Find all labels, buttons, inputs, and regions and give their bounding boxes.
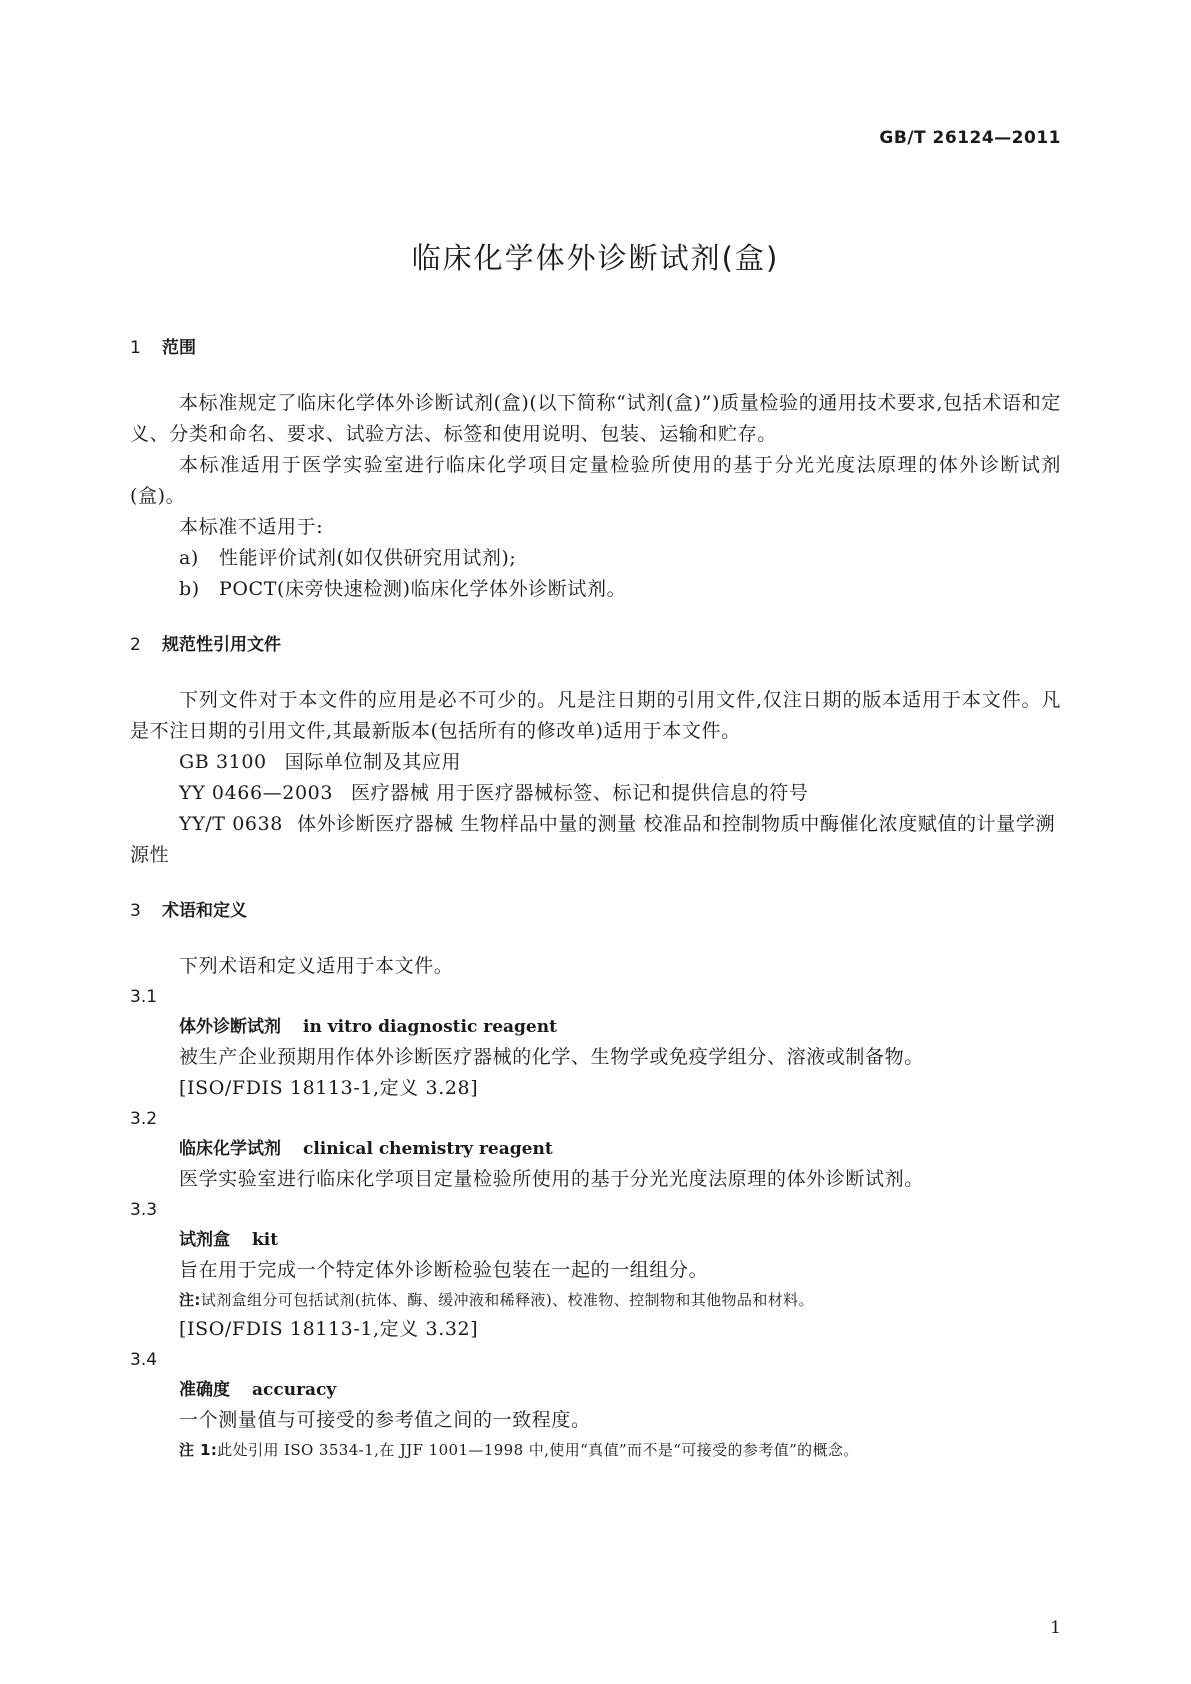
term-name [130,1012,1061,1042]
document-title: 临床化学体外诊断试剂(盒) [411,241,780,275]
section-heading-scope [130,334,1061,362]
reference-title: 体外诊断医疗器械 生物样品中量的测量 校准品和控制物质中酶催化浓度赋值的计量学溯源性 [130,813,1056,866]
term-definition: 一个测量值与可接受的参考值之间的一致程度。 [179,1409,591,1431]
term-number: 3.4 [130,1350,158,1370]
reference-code: GB 3100 [179,751,267,773]
note-label: 注: [179,1291,201,1309]
list-text: POCT(床旁快速检测)临床化学体外诊断试剂。 [219,578,627,600]
reference-code: YY 0466—2003 [179,782,334,804]
section-heading-normative-references [130,631,1061,659]
section-title: 术语和定义 [162,901,247,921]
term-name [130,1225,1061,1255]
term-definition: 被生产企业预期用作体外诊断医疗器械的化学、生物学或免疫学组分、溶液或制备物。 [179,1046,924,1068]
reference-title: 医疗器械 用于医疗器械标签、标记和提供信息的符号 [351,782,809,804]
term-name-zh: 试剂盒 [179,1230,230,1250]
paragraph: 本标准不适用于: [179,516,324,538]
reference-item [130,747,1061,778]
section-title: 规范性引用文件 [162,635,281,655]
term-note [130,1436,1061,1464]
reference-item [130,778,1061,809]
paragraph: 本标准规定了临床化学体外诊断试剂(盒)(以下简称“试剂(盒)”)质量检验的通用技术要求,包括术语和定义、分类和命名、要求、试验方法、标签和使用说明、包装、运输和贮存。 [130,392,1061,445]
section-number: 1 [130,338,141,358]
section-heading-terms [130,897,1061,925]
section-number: 2 [130,635,141,655]
document-body [130,334,1061,1464]
paragraph: 本标准适用于医学实验室进行临床化学项目定量检验所使用的基于分光光度法原理的体外诊断试剂(盒)。 [130,454,1061,507]
term-number: 3.3 [130,1200,158,1220]
reference-item [130,809,1061,871]
term-name-zh: 体外诊断试剂 [179,1017,281,1037]
term-name-en: in vitro diagnostic reagent [303,1017,557,1037]
reference-title: 国际单位制及其应用 [284,751,462,773]
term-name-en: clinical chemistry reagent [303,1139,553,1159]
term-source: [ISO/FDIS 18113-1,定义 3.32] [179,1318,479,1340]
term-name-zh: 准确度 [179,1380,230,1400]
document-code: GB/T 26124—2011 [879,128,1061,148]
term-number: 3.2 [130,1109,158,1129]
paragraph: 下列术语和定义适用于本文件。 [179,955,454,977]
note-text: 此处引用 ISO 3534-1,在 JJF 1001—1998 中,使用“真值”而不是“可接受的参考值”的概念。 [217,1441,859,1459]
term-name [130,1375,1061,1405]
reference-code: YY/T 0638 [179,813,283,835]
term-source: [ISO/FDIS 18113-1,定义 3.28] [179,1077,479,1099]
list-text: 性能评价试剂(如仅供研究用试剂); [219,547,517,569]
page-number: 1 [1050,1618,1061,1638]
list-marker: b) [179,578,200,600]
term-definition: 旨在用于完成一个特定体外诊断检验包装在一起的一组组分。 [179,1259,709,1281]
term-name-en: kit [252,1230,279,1250]
term-name [130,1134,1061,1164]
note-label: 注 1: [179,1441,218,1459]
term-name-en: accuracy [252,1380,337,1400]
term-note [130,1286,1061,1314]
list-item [130,574,1061,605]
term-definition: 医学实验室进行临床化学项目定量检验所使用的基于分光光度法原理的体外诊断试剂。 [179,1168,924,1190]
note-text: 试剂盒组分可包括试剂(抗体、酶、缓冲液和稀释液)、校准物、控制物和其他物品和材料。 [200,1291,814,1309]
paragraph: 下列文件对于本文件的应用是必不可少的。凡是注日期的引用文件,仅注日期的版本适用于本文件。凡是不注日期的引用文件,其最新版本(包括所有的修改单)适用于本文件。 [130,689,1061,742]
section-title: 范围 [162,338,196,358]
term-number: 3.1 [130,987,158,1007]
section-number: 3 [130,901,141,921]
list-marker: a) [179,547,199,569]
term-name-zh: 临床化学试剂 [179,1139,281,1159]
list-item [130,543,1061,574]
